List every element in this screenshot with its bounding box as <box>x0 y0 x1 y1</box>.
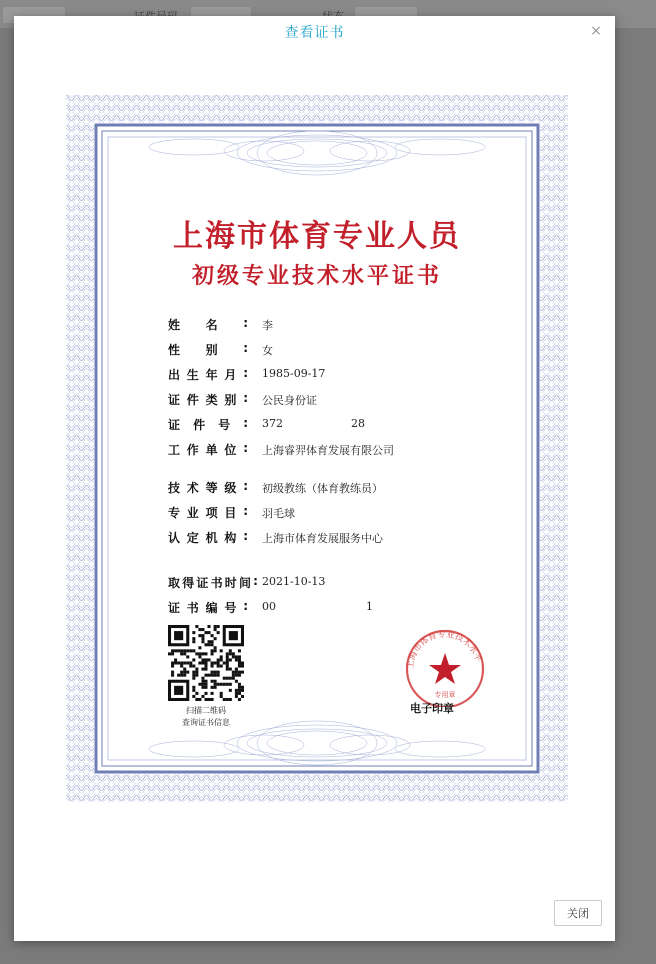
field-label-gender: 性 别 : <box>168 341 248 357</box>
field-value-name: 李 <box>262 319 273 332</box>
field-value-sport: 羽毛球 <box>262 507 295 520</box>
id-number-suffix: 28 <box>351 417 365 430</box>
field-value-authority: 上海市体育发展服务中心 <box>262 532 383 545</box>
field-label-employer: 工 作 单 位 : <box>168 441 248 457</box>
field-label-id-number: 证 件 号 : <box>168 416 248 432</box>
field-value-gender: 女 <box>262 344 273 357</box>
qr-caption-line2: 查询证书信息 <box>182 718 230 727</box>
qr-code-icon <box>168 625 244 701</box>
field-label-cert-number: 证 书 编 号 : <box>168 599 248 615</box>
close-button[interactable]: 关闭 <box>554 900 602 926</box>
field-label-name: 姓 名 : <box>168 316 248 332</box>
field-value-id-type: 公民身份证 <box>262 394 317 407</box>
field-value-date: 2021-10-13 <box>262 575 326 588</box>
official-seal-icon <box>400 623 490 707</box>
certificate-modal <box>14 16 615 941</box>
certificate-image <box>64 93 570 804</box>
redaction <box>276 601 366 613</box>
seal-sub: 专用章 <box>434 691 456 699</box>
modal-title: 查看证书 <box>284 25 345 41</box>
certificate-title: 上海市体育专业人员 <box>173 219 461 254</box>
certificate-subtitle: 初级专业技术水平证书 <box>191 264 442 289</box>
qr-caption-line1: 扫描二维码 <box>186 706 226 715</box>
field-label-id-type: 证 件 类 别 : <box>168 391 248 407</box>
field-label-date: 取 得 证 书 时 间 : <box>168 574 258 590</box>
cert-number-suffix: 1 <box>366 600 373 613</box>
seal-text: 上海市体育专业技术水平 <box>405 629 484 670</box>
close-icon[interactable]: × <box>590 23 602 39</box>
cert-number-prefix: 00 <box>262 600 276 613</box>
field-label-sport: 专 业 项 目 : <box>168 504 248 520</box>
redaction <box>283 418 351 430</box>
field-label-level: 技 术 等 级 : <box>168 479 248 495</box>
electronic-seal-label: 电子印章 <box>410 702 454 715</box>
field-label-birth: 出 生 年 月 : <box>168 366 248 382</box>
field-value-employer: 上海睿羿体育发展有限公司 <box>262 444 394 457</box>
field-label-authority: 认 定 机 构 : <box>168 529 248 545</box>
field-value-level: 初级教练（体育教练员） <box>262 482 383 495</box>
field-value-id-number <box>262 417 365 430</box>
field-value-cert-number <box>262 600 373 613</box>
field-value-birth: 1985-09-17 <box>262 367 326 380</box>
id-number-prefix: 372 <box>262 417 283 430</box>
